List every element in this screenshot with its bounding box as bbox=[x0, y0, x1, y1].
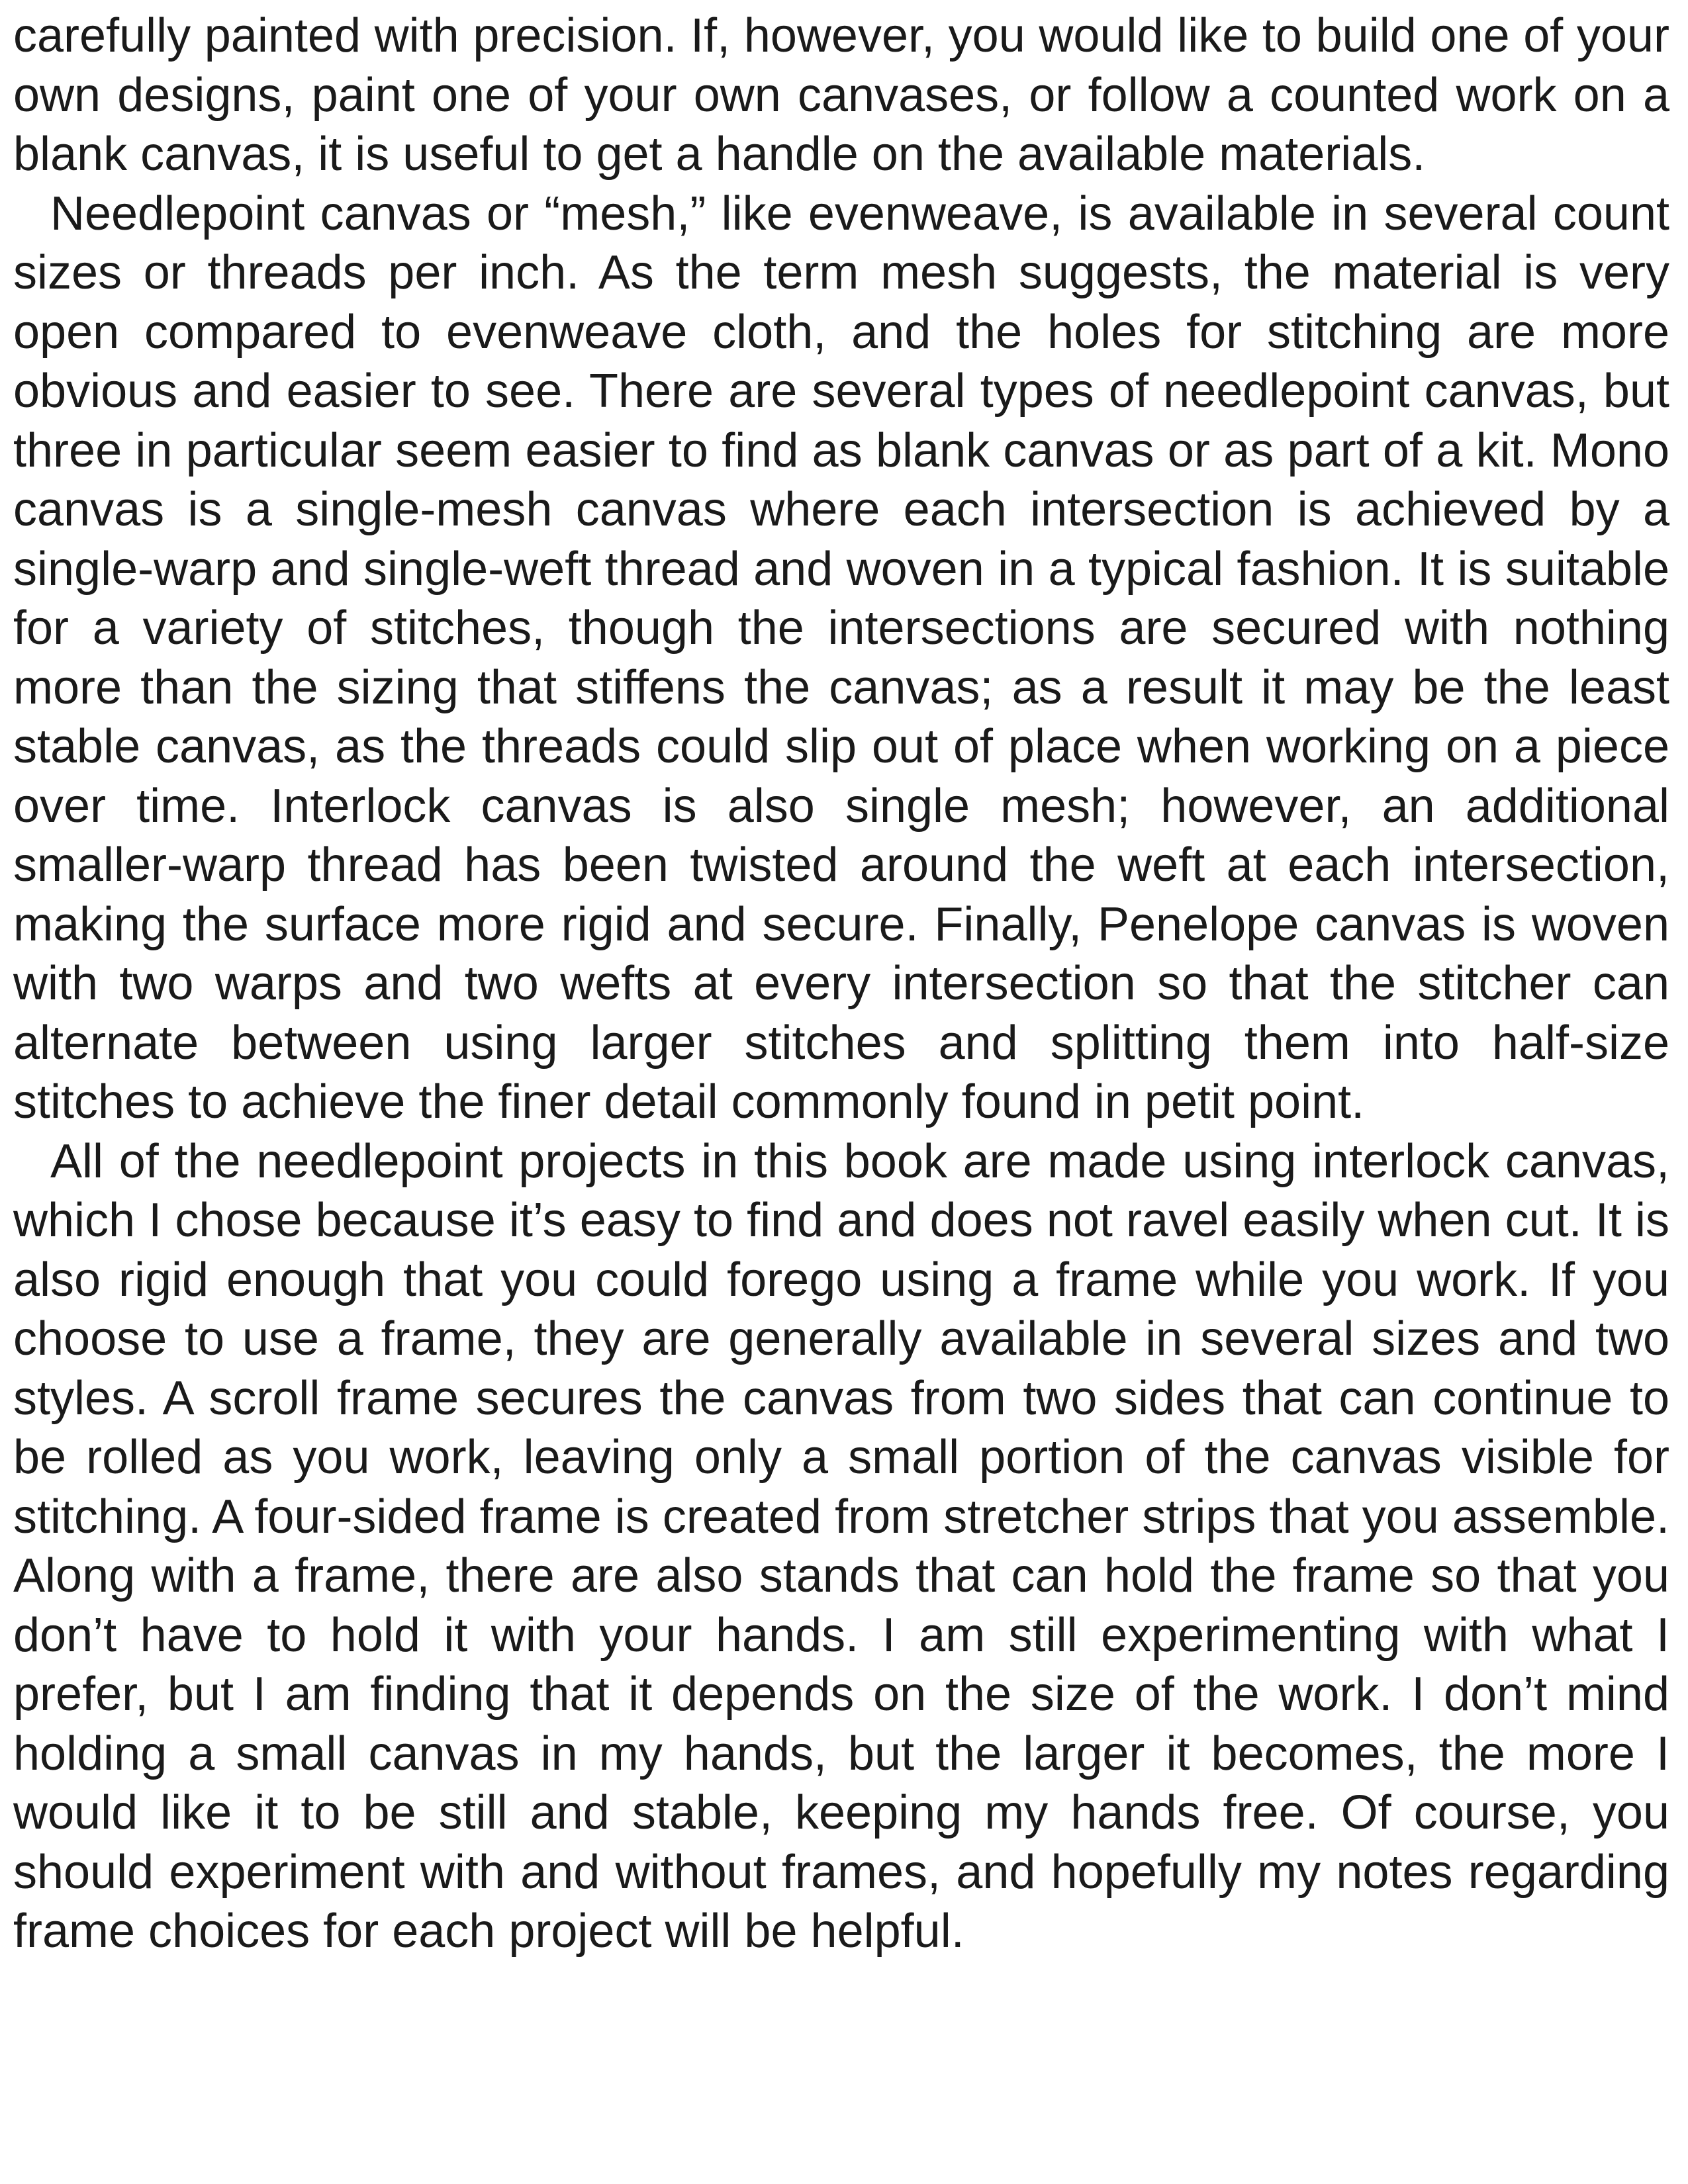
paragraph-frames: All of the needlepoint projects in this book are made using interlock canvas, which I chose because it’s easy to find and does not ravel easily when cut. It is also rigid enough that you could forego using a frame while you work. If you choose to use a frame, they are generally available in several sizes and two styles. A scroll frame secures the canvas from two sides that can continue to be rolled as you work, leaving only a small portion of the canvas visible for stitching. A four-sided frame is created from stretcher strips that you assemble. Along with a frame, there are also stands that can hold the frame so that you don’t have to hold it with your hands. I am still experimenting with what I prefer, but I am finding that it depends on the size of the work. I don’t mind holding a small canvas in my hands, but the larger it becomes, the more I would like it to be still and stable, keeping my hands free. Of course, you should experiment with and without frames, and hopefully my notes regarding frame choices for each project will be helpful. bbox=[13, 1134, 1669, 1958]
page-body bbox=[13, 7, 1669, 1962]
paragraph-canvas-types: Needlepoint canvas or “mesh,” like evenweave, is available in several count sizes or threads per inch. As the term mesh suggests, the material is very open compared to evenweave cloth, and the holes for stitching are more obvious and easier to see. There are several types of needlepoint canvas, but three in particular seem easier to find as blank canvas or as part of a kit. Mono canvas is a single-mesh canvas where each intersection is achieved by a single-warp and single-weft thread and woven in a typical fashion. It is suitable for a variety of stitches, though the intersections are secured with nothing more than the sizing that stiffens the canvas; as a result it may be the least stable canvas, as the threads could slip out of place when working on a piece over time. Interlock canvas is also single mesh; however, an additional smaller-warp thread has been twisted around the weft at each intersection, making the surface more rigid and secure. Finally, Penelope canvas is woven with two warps and two wefts at every intersection so that the stitcher can alternate between using larger stitches and splitting them into half-size stitches to achieve the finer detail commonly found in petit point. bbox=[13, 187, 1669, 1128]
paragraph-materials-intro: carefully painted with precision. If, however, you would like to build one of your own designs, paint one of your own canvases, or follow a counted work on a blank canvas, it is useful to get a handle on the available materials. bbox=[13, 9, 1669, 181]
